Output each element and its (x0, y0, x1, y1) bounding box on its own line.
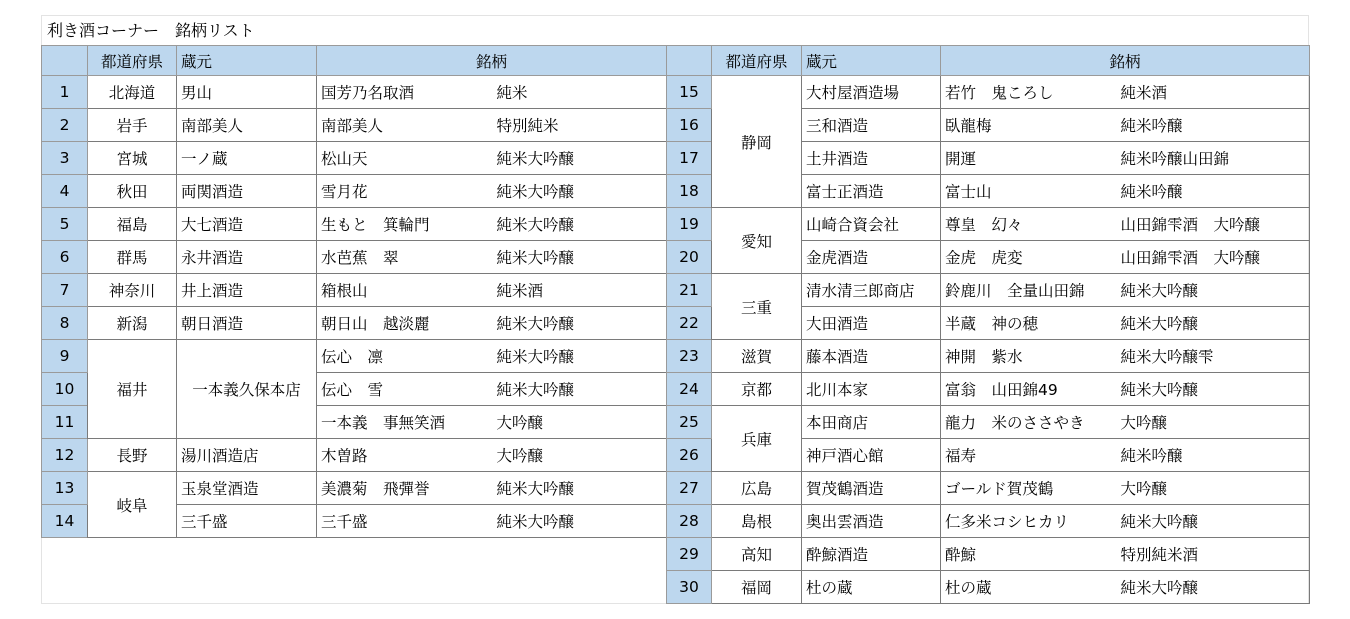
type-cell: 純米大吟醸 (493, 241, 667, 274)
sheet-title: 利き酒コーナー 銘柄リスト (47, 21, 255, 40)
header-row (667, 46, 1310, 76)
brewery-cell: 北川本家 (802, 373, 941, 406)
brewery-cell: 南部美人 (177, 109, 317, 142)
row-number: 8 (42, 307, 88, 340)
header-brewery: 蔵元 (177, 46, 317, 76)
row-number: 7 (42, 274, 88, 307)
header-prefecture: 都道府県 (88, 46, 177, 76)
row-number: 18 (667, 175, 712, 208)
row-number: 21 (667, 274, 712, 307)
row-number: 29 (667, 538, 712, 571)
row-number: 15 (667, 76, 712, 109)
brewery-cell: 湯川酒造店 (177, 439, 317, 472)
brand-cell: 杜の蔵 (941, 571, 1117, 604)
prefecture-cell: 岐阜 (88, 472, 177, 538)
brewery-cell: 大村屋酒造場 (802, 76, 941, 109)
brewery-cell: 三千盛 (177, 505, 317, 538)
type-cell: 純米大吟醸 (493, 175, 667, 208)
type-cell: 純米大吟醸 (493, 307, 667, 340)
sake-list-right (666, 45, 1310, 604)
prefecture-cell: 福井 (88, 340, 177, 439)
brewery-cell: 清水清三郎商店 (802, 274, 941, 307)
type-cell: 純米大吟醸 (1117, 571, 1310, 604)
brewery-cell: 両関酒造 (177, 175, 317, 208)
type-cell: 純米大吟醸 (493, 340, 667, 373)
type-cell: 純米大吟醸 (1117, 307, 1310, 340)
type-cell: 純米大吟醸 (493, 373, 667, 406)
brand-cell: 臥龍梅 (941, 109, 1117, 142)
row-number: 28 (667, 505, 712, 538)
table-row (42, 472, 667, 505)
type-cell: 純米大吟醸 (493, 505, 667, 538)
table-row (42, 109, 667, 142)
header-brand: 銘柄 (317, 46, 667, 76)
brand-cell: 富翁 山田錦49 (941, 373, 1117, 406)
brand-cell: 半蔵 神の穂 (941, 307, 1117, 340)
brand-cell: 水芭蕉 翠 (317, 241, 493, 274)
brewery-cell: 玉泉堂酒造 (177, 472, 317, 505)
prefecture-cell: 岩手 (88, 109, 177, 142)
prefecture-cell: 福岡 (712, 571, 802, 604)
brewery-cell: 井上酒造 (177, 274, 317, 307)
brand-cell: 伝心 雪 (317, 373, 493, 406)
type-cell: 純米大吟醸 (493, 142, 667, 175)
row-number: 3 (42, 142, 88, 175)
row-number: 4 (42, 175, 88, 208)
brand-cell: 松山天 (317, 142, 493, 175)
brand-cell: 朝日山 越淡麗 (317, 307, 493, 340)
row-number: 9 (42, 340, 88, 373)
type-cell: 大吟醸 (493, 406, 667, 439)
table-row (667, 274, 1310, 307)
row-number: 26 (667, 439, 712, 472)
row-number: 12 (42, 439, 88, 472)
type-cell: 山田錦雫酒 大吟醸 (1117, 208, 1310, 241)
brewery-cell: 大七酒造 (177, 208, 317, 241)
prefecture-cell: 宮城 (88, 142, 177, 175)
brewery-cell: 富士正酒造 (802, 175, 941, 208)
brand-cell: 鈴鹿川 全量山田錦 (941, 274, 1117, 307)
type-cell: 純米吟醸 (1117, 175, 1310, 208)
row-number: 24 (667, 373, 712, 406)
prefecture-cell: 秋田 (88, 175, 177, 208)
type-cell: 純米吟醸 (1117, 439, 1310, 472)
table-row (667, 208, 1310, 241)
table-row (667, 76, 1310, 109)
prefecture-cell: 北海道 (88, 76, 177, 109)
prefecture-cell: 三重 (712, 274, 802, 340)
brewery-cell: 土井酒造 (802, 142, 941, 175)
brewery-cell: 永井酒造 (177, 241, 317, 274)
type-cell: 純米吟醸 (1117, 109, 1310, 142)
row-number: 19 (667, 208, 712, 241)
brand-cell: 龍力 米のささやき (941, 406, 1117, 439)
brewery-cell: 賀茂鶴酒造 (802, 472, 941, 505)
table-row (42, 76, 667, 109)
table-row (667, 571, 1310, 604)
row-number: 30 (667, 571, 712, 604)
row-number: 13 (42, 472, 88, 505)
type-cell: 純米 (493, 76, 667, 109)
row-number: 6 (42, 241, 88, 274)
table-row (42, 241, 667, 274)
header-prefecture: 都道府県 (712, 46, 802, 76)
type-cell: 山田錦雫酒 大吟醸 (1117, 241, 1310, 274)
brand-cell: 神開 紫水 (941, 340, 1117, 373)
prefecture-cell: 神奈川 (88, 274, 177, 307)
brand-cell: 尊皇 幻々 (941, 208, 1117, 241)
brewery-cell: 朝日酒造 (177, 307, 317, 340)
brand-cell: 三千盛 (317, 505, 493, 538)
type-cell: 純米大吟醸 (1117, 373, 1310, 406)
brewery-cell: 藤本酒造 (802, 340, 941, 373)
header-number (42, 46, 88, 76)
brand-cell: 酔鯨 (941, 538, 1117, 571)
row-number: 27 (667, 472, 712, 505)
brand-cell: 国芳乃名取酒 (317, 76, 493, 109)
type-cell: 特別純米酒 (1117, 538, 1310, 571)
header-brewery: 蔵元 (802, 46, 941, 76)
type-cell: 純米大吟醸 (493, 208, 667, 241)
brewery-cell: 金虎酒造 (802, 241, 941, 274)
prefecture-cell: 福島 (88, 208, 177, 241)
table-row (42, 340, 667, 373)
prefecture-cell: 愛知 (712, 208, 802, 274)
row-number: 11 (42, 406, 88, 439)
prefecture-cell: 滋賀 (712, 340, 802, 373)
row-number: 2 (42, 109, 88, 142)
table-row (667, 472, 1310, 505)
table-row (42, 274, 667, 307)
type-cell: 大吟醸 (1117, 406, 1310, 439)
row-number: 22 (667, 307, 712, 340)
brand-cell: 一本義 事無笑酒 (317, 406, 493, 439)
table-row (667, 538, 1310, 571)
prefecture-cell: 島根 (712, 505, 802, 538)
row-number: 14 (42, 505, 88, 538)
brand-cell: 美濃菊 飛彈誉 (317, 472, 493, 505)
brewery-cell: 男山 (177, 76, 317, 109)
table-row (667, 340, 1310, 373)
brewery-cell: 神戸酒心館 (802, 439, 941, 472)
table-row (42, 208, 667, 241)
brand-cell: 生もと 箕輪門 (317, 208, 493, 241)
brand-cell: 南部美人 (317, 109, 493, 142)
row-number: 23 (667, 340, 712, 373)
prefecture-cell: 広島 (712, 472, 802, 505)
sake-list-left (41, 45, 667, 538)
brewery-cell: 酔鯨酒造 (802, 538, 941, 571)
brand-cell: 富士山 (941, 175, 1117, 208)
row-number: 16 (667, 109, 712, 142)
table-row (667, 373, 1310, 406)
brand-cell: 伝心 凛 (317, 340, 493, 373)
table-row (42, 439, 667, 472)
brand-cell: ゴールド賀茂鶴 (941, 472, 1117, 505)
row-number: 25 (667, 406, 712, 439)
row-number: 17 (667, 142, 712, 175)
header-number (667, 46, 712, 76)
prefecture-cell: 京都 (712, 373, 802, 406)
brand-cell: 雪月花 (317, 175, 493, 208)
type-cell: 純米酒 (1117, 76, 1310, 109)
brewery-cell: 大田酒造 (802, 307, 941, 340)
type-cell: 大吟醸 (1117, 472, 1310, 505)
row-number: 5 (42, 208, 88, 241)
prefecture-cell: 群馬 (88, 241, 177, 274)
type-cell: 純米酒 (493, 274, 667, 307)
brewery-cell: 山崎合資会社 (802, 208, 941, 241)
type-cell: 特別純米 (493, 109, 667, 142)
brewery-cell: 一本義久保本店 (177, 340, 317, 439)
table-row (42, 307, 667, 340)
brewery-cell: 一ノ蔵 (177, 142, 317, 175)
brewery-cell: 本田商店 (802, 406, 941, 439)
type-cell: 純米大吟醸 (493, 472, 667, 505)
row-number: 10 (42, 373, 88, 406)
brewery-cell: 三和酒造 (802, 109, 941, 142)
brewery-cell: 奥出雲酒造 (802, 505, 941, 538)
brand-cell: 箱根山 (317, 274, 493, 307)
type-cell: 大吟醸 (493, 439, 667, 472)
table-row (42, 175, 667, 208)
prefecture-cell: 新潟 (88, 307, 177, 340)
prefecture-cell: 静岡 (712, 76, 802, 208)
brand-cell: 福寿 (941, 439, 1117, 472)
header-row (42, 46, 667, 76)
type-cell: 純米吟醸山田錦 (1117, 142, 1310, 175)
type-cell: 純米大吟醸 (1117, 274, 1310, 307)
row-number: 20 (667, 241, 712, 274)
table-row (667, 406, 1310, 439)
brewery-cell: 杜の蔵 (802, 571, 941, 604)
type-cell: 純米大吟醸雫 (1117, 340, 1310, 373)
brand-cell: 仁多米コシヒカリ (941, 505, 1117, 538)
row-number: 1 (42, 76, 88, 109)
brand-cell: 金虎 虎変 (941, 241, 1117, 274)
header-brand: 銘柄 (941, 46, 1310, 76)
prefecture-cell: 兵庫 (712, 406, 802, 472)
brand-cell: 木曽路 (317, 439, 493, 472)
prefecture-cell: 長野 (88, 439, 177, 472)
table-row (42, 142, 667, 175)
brand-cell: 開運 (941, 142, 1117, 175)
table-row (667, 505, 1310, 538)
type-cell: 純米大吟醸 (1117, 505, 1310, 538)
brand-cell: 若竹 鬼ころし (941, 76, 1117, 109)
prefecture-cell: 高知 (712, 538, 802, 571)
